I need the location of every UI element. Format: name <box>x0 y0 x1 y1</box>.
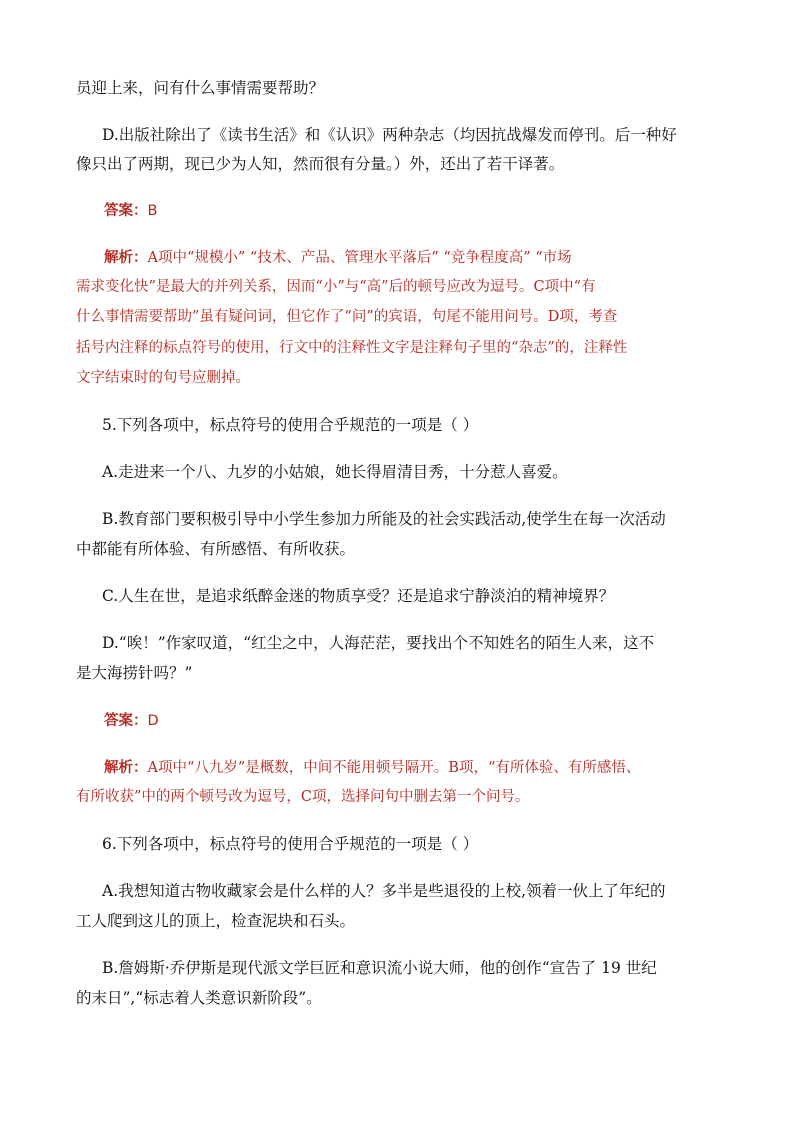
explanation-text: 有所收获”中的两个顿号改为逗号，C项，选择问句中删去第一个问号。 <box>76 789 530 805</box>
explanation-text: 文字结束时的句号应删掉。 <box>76 370 250 386</box>
option-b: B.詹姆斯·乔伊斯是现代派文学巨匠和意识流小说大师，他的创作“宣告了 19 世纪 <box>102 959 657 977</box>
option-a: A.我想知道古物收藏家会是什么样的人？多半是些退役的上校,领着一伙上了年纪的 <box>102 882 666 900</box>
explanation-text: A项中“八九岁”是概数，中间不能用顿号隔开。B项，“有所体验、有所感悟、 <box>147 760 641 776</box>
option-d: D.出版社除出了《读书生活》和《认识》两种杂志（均因抗战爆发而停刊。后一种好 <box>102 126 677 144</box>
answer-value: D <box>147 713 159 729</box>
explanation-text: A项中“规模小” “技术、产品、管理水平落后” “竞争程度高” “市场 <box>147 250 572 266</box>
text-line: 中都能有所体验、有所感悟、有所收获。 <box>76 540 356 558</box>
explanation-label: 解析： <box>104 250 148 266</box>
question-6: 6.下列各项中，标点符号的使用合乎规范的一项是（ ） <box>102 835 479 853</box>
text-line: 的末日”,“标志着人类意识新阶段”。 <box>76 989 322 1007</box>
text-line: 员迎上来，问有什么事情需要帮助？ <box>76 79 325 97</box>
answer-label: 答案： <box>104 713 148 729</box>
text-line: 是大海捞针吗？” <box>76 664 193 682</box>
question-5: 5.下列各项中，标点符号的使用合乎规范的一项是（ ） <box>102 416 479 434</box>
answer-label: 答案： <box>104 203 148 219</box>
explanation-text: 括号内注释的标点符号的使用，行文中的注释性文字是注释句子里的“杂志”的，注释性 <box>76 340 628 356</box>
text-line: 工人爬到这儿的顶上，检查泥块和石头。 <box>76 912 356 930</box>
option-d: D.“唉！”作家叹道，“红尘之中，人海茫茫，要找出个不知姓名的陌生人来，这不 <box>102 634 655 652</box>
explanation-line <box>104 756 640 779</box>
answer-value: B <box>147 203 158 219</box>
option-a: A.走进来一个八、九岁的小姑娘，她长得眉清目秀，十分惹人喜爱。 <box>102 463 568 481</box>
option-b: B.教育部门要积极引导中小学生参加力所能及的社会实践活动,使学生在每一次活动 <box>102 510 666 528</box>
explanation-text: 什么事情需要帮助”虽有疑问词，但它作了“问”的宾语，句尾不能用问号。D项，考查 <box>76 309 618 325</box>
option-c: C.人生在世，是追求纸醉金迷的物质享受？还是追求宁静淡泊的精神境界？ <box>102 587 615 605</box>
answer-line <box>104 199 157 222</box>
explanation-text: 需求变化快”是最大的并列关系，因而“小”与“高”后的顿号应改为逗号。C项中“有 <box>76 279 596 295</box>
explanation-line <box>104 246 572 269</box>
explanation-label: 解析： <box>104 760 148 776</box>
text-line: 像只出了两期，现已少为人知，然而很有分量。）外，还出了若干译著。 <box>76 155 565 173</box>
answer-line <box>104 709 159 732</box>
